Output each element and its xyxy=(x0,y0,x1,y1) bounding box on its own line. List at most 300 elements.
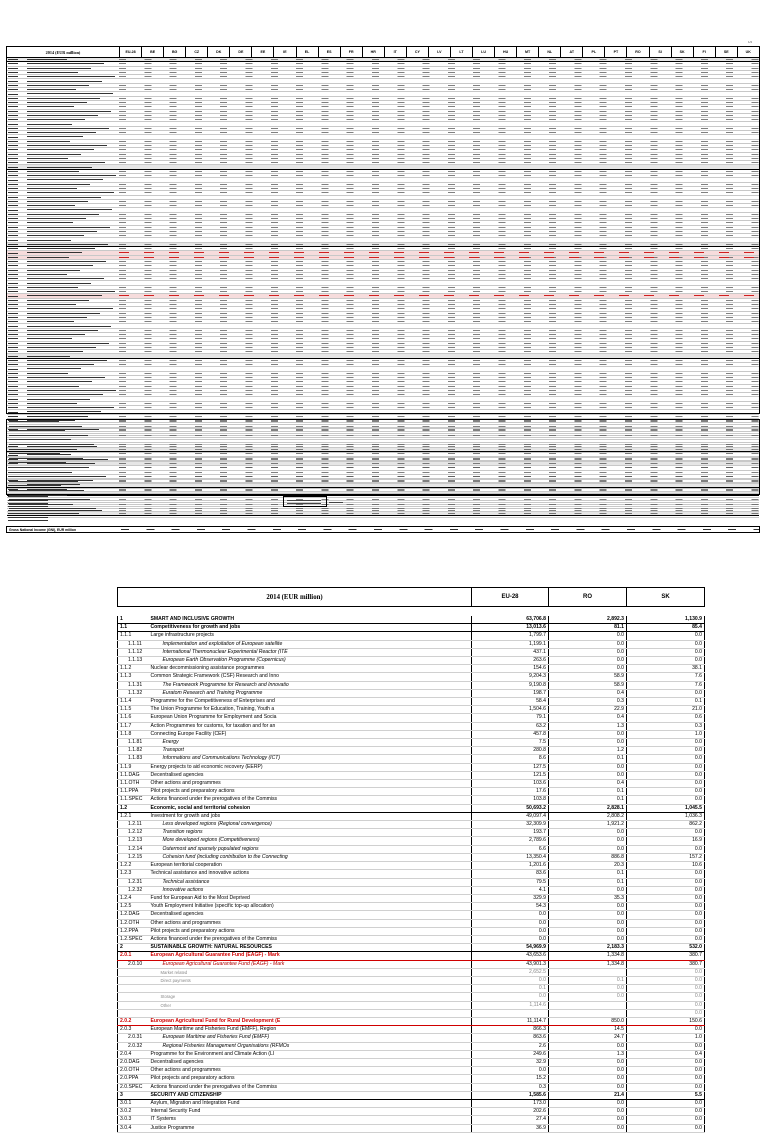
row-value: 0.0 xyxy=(627,755,705,763)
row-value: 2,652.5 xyxy=(472,968,549,976)
row-description: Technical assistance and innovative actions xyxy=(149,870,472,878)
row-description: Other actions and programmes xyxy=(149,780,472,788)
table-row xyxy=(118,993,705,1001)
table-row xyxy=(118,698,705,706)
row-value: 0.0 xyxy=(627,1067,705,1075)
row-value: 0.0 xyxy=(627,935,705,943)
overview-column-header: RO xyxy=(627,47,649,57)
row-value: 437.1 xyxy=(472,648,549,656)
row-value: 7.6 xyxy=(627,673,705,681)
row-description: Economic, social and territorial cohesion xyxy=(149,804,472,812)
row-value: 0.1 xyxy=(549,870,627,878)
row-value: 0.1 xyxy=(549,788,627,796)
row-value: 0.0 xyxy=(549,985,627,993)
row-value: 0.0 xyxy=(627,1058,705,1066)
overview-note-value xyxy=(327,500,351,505)
row-value: 157.2 xyxy=(627,853,705,861)
row-value: 6.6 xyxy=(472,845,549,853)
row-value: 0.1 xyxy=(549,796,627,804)
row-value: 0.0 xyxy=(549,837,627,845)
overview-column-header: MT xyxy=(517,47,539,57)
overview-column-header: LT xyxy=(451,47,473,57)
table-row xyxy=(118,1058,705,1066)
row-value: 0.0 xyxy=(627,919,705,927)
row-code: 1.1.OTH xyxy=(118,780,149,788)
row-code: 1.2.11 xyxy=(118,821,149,829)
table-row xyxy=(118,1001,705,1009)
row-value: 0.0 xyxy=(549,730,627,738)
table-row xyxy=(118,952,705,960)
row-value: 532.0 xyxy=(627,944,705,952)
row-description: The Framework Programme for Research and Innovatio xyxy=(149,681,472,689)
row-code: 3.0.1 xyxy=(118,1099,149,1107)
overview-column-header: SI xyxy=(650,47,672,57)
row-value: 0.0 xyxy=(627,1099,705,1107)
row-description: IT Systems xyxy=(149,1116,472,1124)
table-row xyxy=(118,706,705,714)
row-description: Energy projects to aid economic recovery (EERP) xyxy=(149,763,472,771)
row-value: 1.0 xyxy=(627,1034,705,1042)
row-value: 83.6 xyxy=(472,870,549,878)
row-value: 329.9 xyxy=(472,894,549,902)
row-description: Other actions and programmes xyxy=(149,1067,472,1075)
table-row xyxy=(118,1067,705,1075)
table-row xyxy=(118,821,705,829)
table-row xyxy=(118,985,705,993)
row-value: 0.4 xyxy=(549,689,627,697)
table-row xyxy=(118,960,705,968)
row-code: 1.1.7 xyxy=(118,722,149,730)
row-description: Transition regions xyxy=(149,829,472,837)
row-value: 127.5 xyxy=(472,763,549,771)
overview-gni-row xyxy=(6,526,760,533)
table-row xyxy=(118,1116,705,1124)
row-code: 1.1.DAG xyxy=(118,771,149,779)
row-code: 1.1.2 xyxy=(118,665,149,673)
overview-column-header: EU-28 xyxy=(120,47,142,57)
row-value: 0.1 xyxy=(627,698,705,706)
row-description: European Union Programme for Employment and Socia xyxy=(149,714,472,722)
row-value: 50,693.2 xyxy=(472,804,549,812)
table-row xyxy=(118,1124,705,1132)
row-code: 1.2.15 xyxy=(118,853,149,861)
table-row xyxy=(118,1108,705,1116)
row-code: 2.0.2 xyxy=(118,1017,149,1025)
table-row xyxy=(118,837,705,845)
row-description: Innovative actions xyxy=(149,886,472,894)
row-value: 0.3 xyxy=(549,698,627,706)
row-description: SECURITY AND CITIZENSHIP xyxy=(149,1091,472,1099)
row-description: The Union Programme for Education, Training, Youth a xyxy=(149,706,472,714)
row-value: 0.0 xyxy=(627,657,705,665)
row-value: 58.9 xyxy=(549,681,627,689)
row-description: Actions financed under the prerogatives of the Commiss xyxy=(149,1083,472,1091)
row-code: 1.2.2 xyxy=(118,862,149,870)
overview-column-header: FI xyxy=(694,47,716,57)
row-description: Energy xyxy=(149,739,472,747)
table-row xyxy=(118,1009,705,1017)
overview-column-header: PL xyxy=(583,47,605,57)
table-row xyxy=(118,714,705,722)
table-row xyxy=(118,665,705,673)
table-row xyxy=(118,648,705,656)
overview-column-header: IT xyxy=(385,47,407,57)
row-code: 1.2.13 xyxy=(118,837,149,845)
row-value: 5.5 xyxy=(627,1091,705,1099)
row-value: 81.1 xyxy=(549,624,627,632)
overview-note-box xyxy=(283,496,327,507)
row-value xyxy=(549,1001,627,1009)
row-value: 0.4 xyxy=(549,714,627,722)
row-code xyxy=(118,985,149,993)
row-value: 21.4 xyxy=(549,1091,627,1099)
row-value: 2,892.3 xyxy=(549,616,627,624)
row-value: 0.3 xyxy=(627,722,705,730)
row-code: 2.0.OTH xyxy=(118,1067,149,1075)
row-value: 0.0 xyxy=(627,911,705,919)
row-description: SUSTAINABLE GROWTH: NATURAL RESOURCES xyxy=(149,944,472,952)
row-code: 2.0.10 xyxy=(118,960,149,968)
row-description: Programme for the Environment and Climate Action (LI xyxy=(149,1050,472,1058)
row-value: 280.8 xyxy=(472,747,549,755)
row-code: 1.1.31 xyxy=(118,681,149,689)
row-code: 1.2.14 xyxy=(118,845,149,853)
overview-column-header: SK xyxy=(672,47,694,57)
row-code: 3 xyxy=(118,1091,149,1099)
overview-notes xyxy=(6,495,66,525)
row-code: 1.1.5 xyxy=(118,706,149,714)
row-value: 0.0 xyxy=(627,632,705,640)
row-value: 0.0 xyxy=(549,829,627,837)
row-value: 1.2 xyxy=(549,747,627,755)
table-row xyxy=(118,870,705,878)
row-value: 0.0 xyxy=(627,739,705,747)
row-description: European territorial cooperation xyxy=(149,862,472,870)
row-code: 2.0.3 xyxy=(118,1026,149,1034)
row-value: 0.0 xyxy=(549,935,627,943)
row-value: 1,130.9 xyxy=(627,616,705,624)
row-code: 1.2.32 xyxy=(118,886,149,894)
overview-column-header: UK xyxy=(745,50,751,54)
table-row xyxy=(118,616,705,624)
overview-column-header: PT xyxy=(605,47,627,57)
table-body xyxy=(118,616,705,1132)
row-value: 35.3 xyxy=(549,894,627,902)
row-value: 0.4 xyxy=(549,780,627,788)
row-value: 0.6 xyxy=(627,714,705,722)
row-value: 32.9 xyxy=(472,1058,549,1066)
row-code: 1.1.PPA xyxy=(118,788,149,796)
row-value: 249.6 xyxy=(472,1050,549,1058)
row-description: Actions financed under the prerogatives of the Commiss xyxy=(149,935,472,943)
row-value: 0.0 xyxy=(627,1001,705,1009)
row-code: 1.1.1 xyxy=(118,632,149,640)
row-value: 9,204.3 xyxy=(472,673,549,681)
row-description: Decentralised agencies xyxy=(149,771,472,779)
row-value: 36.9 xyxy=(472,1124,549,1132)
overview-row xyxy=(7,512,759,517)
row-value: 0.0 xyxy=(549,1116,627,1124)
row-value: 193.7 xyxy=(472,829,549,837)
row-value: 85.4 xyxy=(627,624,705,632)
row-value: 0.0 xyxy=(549,1099,627,1107)
row-value: 0.0 xyxy=(627,894,705,902)
table-row xyxy=(118,681,705,689)
overview-revenue-block xyxy=(6,419,760,495)
row-code: 2.0.DAG xyxy=(118,1058,149,1066)
row-description: Nuclear decommissioning assistance programmes xyxy=(149,665,472,673)
row-value xyxy=(549,1009,627,1017)
table-row xyxy=(118,755,705,763)
row-code: 2 xyxy=(118,944,149,952)
row-value: 0.0 xyxy=(549,1124,627,1132)
table-row xyxy=(118,739,705,747)
row-description: Regional Fisheries Management Organisations (RFMOs xyxy=(149,1042,472,1050)
row-value: 0.0 xyxy=(627,796,705,804)
row-description: Less developed regions (Regional convergence) xyxy=(149,821,472,829)
row-code: 1.1.83 xyxy=(118,755,149,763)
row-code: 1.2.OTH xyxy=(118,919,149,927)
row-value: 0.0 xyxy=(549,665,627,673)
row-value: 1,199.1 xyxy=(472,640,549,648)
row-description: Direct payments xyxy=(149,976,472,984)
table-row xyxy=(118,1034,705,1042)
row-value: 27.4 xyxy=(472,1116,549,1124)
overview-title: 2014 (EUR million) xyxy=(7,47,120,57)
row-value: 0.0 xyxy=(627,747,705,755)
row-code: 1.1.6 xyxy=(118,714,149,722)
row-value: 0.0 xyxy=(472,911,549,919)
row-description: Actions financed under the prerogatives of the Commiss xyxy=(149,796,472,804)
row-description: Action Programmes for customs, for taxation and for an xyxy=(149,722,472,730)
row-value: 0.0 xyxy=(549,903,627,911)
row-value: 0.0 xyxy=(627,771,705,779)
row-description: Other actions and programmes xyxy=(149,919,472,927)
row-code: 1 xyxy=(118,616,149,624)
row-value: 49,097.4 xyxy=(472,812,549,820)
table-row xyxy=(118,722,705,730)
row-value: 0.0 xyxy=(549,1108,627,1116)
overview-column-header: SE xyxy=(716,47,738,57)
table-row xyxy=(118,935,705,943)
row-value: 1,334.8 xyxy=(549,960,627,968)
row-value: 15.2 xyxy=(472,1075,549,1083)
row-value: 0.0 xyxy=(627,829,705,837)
row-value: 0.0 xyxy=(549,919,627,927)
row-description: European Maritime and Fisheries Fund (EMFF) xyxy=(149,1034,472,1042)
row-description: Implementation and exploitation of European satellite xyxy=(149,640,472,648)
row-value: 21.0 xyxy=(627,706,705,714)
row-value: 1,114.6 xyxy=(472,1001,549,1009)
row-value: 20.3 xyxy=(549,862,627,870)
row-value: 13,013.6 xyxy=(472,624,549,632)
row-description: Investment for growth and jobs xyxy=(149,812,472,820)
overview-column-header: FR xyxy=(341,47,363,57)
overview-column-header: LU xyxy=(473,47,495,57)
row-description: More developed regions (Competitiveness) xyxy=(149,837,472,845)
row-code: 1.1.12 xyxy=(118,648,149,656)
table-title: 2014 (EUR million) xyxy=(118,588,472,607)
row-code: 2.0.31 xyxy=(118,1034,149,1042)
row-description: Internal Security Fund xyxy=(149,1108,472,1116)
row-value: 58.4 xyxy=(472,698,549,706)
row-description: Common Strategic Framework (CSF) Research and Inno xyxy=(149,673,472,681)
overview-header-row xyxy=(6,46,760,58)
row-value: 0.0 xyxy=(627,927,705,935)
row-value: 380.7 xyxy=(627,952,705,960)
table-row xyxy=(118,1075,705,1083)
row-value: 1,799.7 xyxy=(472,632,549,640)
table-row xyxy=(118,1042,705,1050)
row-code: 1.2.4 xyxy=(118,894,149,902)
row-value: 0.0 xyxy=(549,1075,627,1083)
row-value: 0.0 xyxy=(549,1058,627,1066)
row-value: 0.0 xyxy=(627,763,705,771)
row-value: 0.0 xyxy=(549,657,627,665)
row-value: 16.9 xyxy=(627,837,705,845)
row-description xyxy=(149,1009,472,1017)
row-value: 17.6 xyxy=(472,788,549,796)
table-row xyxy=(118,1091,705,1099)
row-value: 1,334.8 xyxy=(549,952,627,960)
overview-column-header: DK xyxy=(208,47,230,57)
row-value: 2,808.2 xyxy=(549,812,627,820)
overview-column-header: HU xyxy=(495,47,517,57)
table-row xyxy=(118,747,705,755)
row-value: 863.6 xyxy=(472,1034,549,1042)
overview-column-header: DE xyxy=(230,47,252,57)
row-code: 2.0.SPEC xyxy=(118,1083,149,1091)
table-row xyxy=(118,944,705,952)
table-row xyxy=(118,845,705,853)
row-value: 0.0 xyxy=(627,993,705,1001)
row-description: Decentralised agencies xyxy=(149,1058,472,1066)
column-header: SK xyxy=(627,588,705,607)
row-value: 0.4 xyxy=(627,1050,705,1058)
row-value: 1,921.2 xyxy=(549,821,627,829)
row-value: 0.0 xyxy=(627,689,705,697)
row-value: 121.5 xyxy=(472,771,549,779)
row-value: 13,350.4 xyxy=(472,853,549,861)
table-row xyxy=(118,804,705,812)
row-value: 0.0 xyxy=(627,878,705,886)
overview-column-header: AT xyxy=(561,47,583,57)
row-value: 850.0 xyxy=(549,1017,627,1025)
zoomed-table xyxy=(117,587,704,1133)
column-header: RO xyxy=(549,588,627,607)
overview-column-header: BE xyxy=(142,47,164,57)
overview-column-header: IE xyxy=(274,47,296,57)
row-description: Decentralised agencies xyxy=(149,911,472,919)
row-description: SMART AND INCLUSIVE GROWTH xyxy=(149,616,472,624)
row-value: 1.0 xyxy=(627,730,705,738)
row-description: Fund for European Aid to the Most Deprived xyxy=(149,894,472,902)
table-row xyxy=(118,919,705,927)
row-value: 0.0 xyxy=(549,763,627,771)
row-value: 54.3 xyxy=(472,903,549,911)
row-value: 0.0 xyxy=(627,648,705,656)
row-code: 1.2.3 xyxy=(118,870,149,878)
table-row xyxy=(118,730,705,738)
row-value: 0.0 xyxy=(549,845,627,853)
overview-expenditure-rows xyxy=(6,58,760,414)
row-description: Asylum, Migration and Integration Fund xyxy=(149,1099,472,1107)
table-row xyxy=(118,780,705,788)
row-value: 0.0 xyxy=(627,1108,705,1116)
row-value: 7.6 xyxy=(627,681,705,689)
row-code: 1.2.31 xyxy=(118,878,149,886)
row-description: European Earth Observation Programme (Copernicus) xyxy=(149,657,472,665)
table-row xyxy=(118,632,705,640)
table-row xyxy=(118,796,705,804)
row-value: 2,183.3 xyxy=(549,944,627,952)
row-description: Euratom Research and Training Programme xyxy=(149,689,472,697)
row-code: 3.0.4 xyxy=(118,1124,149,1132)
row-value: 0.0 xyxy=(627,985,705,993)
overview-column-header: HR xyxy=(363,47,385,57)
row-value: 43,653.6 xyxy=(472,952,549,960)
row-description: Other xyxy=(149,1001,472,1009)
table-row xyxy=(118,763,705,771)
row-value: 22.9 xyxy=(549,706,627,714)
row-value: 54,969.9 xyxy=(472,944,549,952)
row-description: Market related xyxy=(149,968,472,976)
row-value: 0.0 xyxy=(549,648,627,656)
row-value: 0.1 xyxy=(549,878,627,886)
row-description: European Maritime and Fisheries Fund (EMFF), Region xyxy=(149,1026,472,1034)
row-code xyxy=(118,1001,149,1009)
row-code: 1.1.4 xyxy=(118,698,149,706)
row-value: 0.1 xyxy=(472,985,549,993)
row-value xyxy=(549,968,627,976)
row-value: 14.5 xyxy=(549,1026,627,1034)
row-value: 38.1 xyxy=(627,665,705,673)
row-value: 0.0 xyxy=(472,976,549,984)
row-value: 11,114.7 xyxy=(472,1017,549,1025)
row-code: 1.2.5 xyxy=(118,903,149,911)
table-row xyxy=(118,788,705,796)
row-value: 0.0 xyxy=(549,927,627,935)
row-value: 9,190.8 xyxy=(472,681,549,689)
row-value: 0.0 xyxy=(627,976,705,984)
row-value: 173.0 xyxy=(472,1099,549,1107)
row-code xyxy=(118,976,149,984)
table-row xyxy=(118,862,705,870)
row-code: 1.1.32 xyxy=(118,689,149,697)
row-description: Youth Employment Initiative (specific top-up allocation) xyxy=(149,903,472,911)
row-value: 2,789.6 xyxy=(472,837,549,845)
table-row xyxy=(118,624,705,632)
overview-column-header: EE xyxy=(252,47,274,57)
row-value: 58.9 xyxy=(549,673,627,681)
table-row xyxy=(118,673,705,681)
row-value: 0.0 xyxy=(627,886,705,894)
table-row xyxy=(118,771,705,779)
table-row xyxy=(118,1099,705,1107)
table-row xyxy=(118,829,705,837)
row-code: 1.2 xyxy=(118,804,149,812)
row-value: 0.0 xyxy=(627,1124,705,1132)
row-description: Programme for the Competitiveness of Enterprises and xyxy=(149,698,472,706)
row-code: 1.1.81 xyxy=(118,739,149,747)
overview-column-header: EL xyxy=(297,47,319,57)
row-value: 263.6 xyxy=(472,657,549,665)
row-value: 10.6 xyxy=(627,862,705,870)
table-row xyxy=(118,853,705,861)
row-code: 2.0.1 xyxy=(118,952,149,960)
row-description: Pilot projects and preparatory actions xyxy=(149,927,472,935)
row-value: 0.0 xyxy=(549,640,627,648)
